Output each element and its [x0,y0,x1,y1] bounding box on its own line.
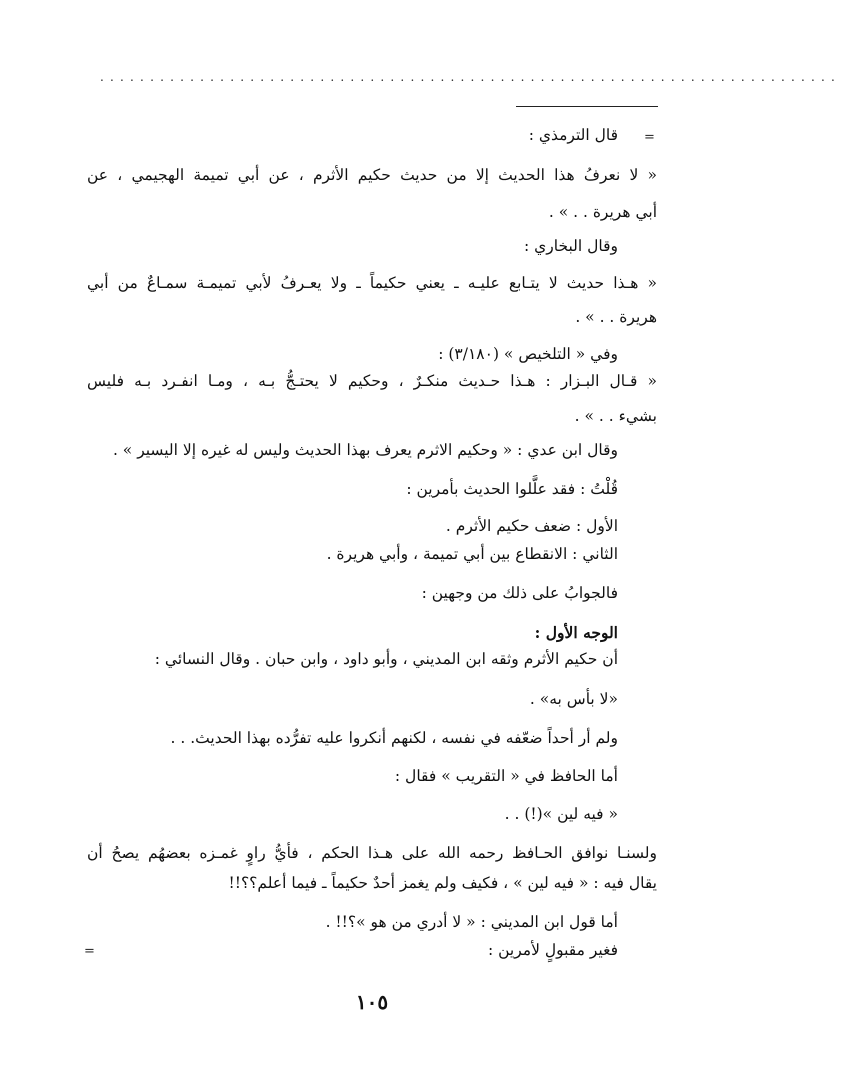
text-line: قال الترمذي : [528,126,618,144]
text-line: فغير مقبولٍ لأمرين : [487,941,618,959]
text-line: أما الحافظ في « التقريب » فقال : [394,767,618,785]
text-line: بشيء . . » . [574,407,657,425]
text-line: « قـال البـزار : هـذا حـديث منكـرٌ ، وحكيم لا يحتـجُّ بـه ، ومـا انفـرد بـه فليس [87,372,657,390]
text-line: يقال فيه : « فيه لين » ، فكيف ولم يغمز أحدٌ حكيماً ـ فيما أعلم؟؟!! [228,874,657,892]
dotted-separator: .......................................................................... [100,70,841,84]
footnote-rule [516,106,658,107]
text-line: قُلْتُ : فقد علَّلوا الحديث بأمرين : [406,480,618,498]
text-line: وقال البخاري : [523,237,618,255]
text-line: الثاني : الانقطاع بين أبي تميمة ، وأبي هريرة . [326,545,618,563]
text-line: وفي « التلخيص » (٣/١٨٠) : [438,345,618,363]
margin-mark-bottom: = [84,944,95,959]
text-line: فالجوابُ على ذلك من وجهين : [421,584,618,602]
text-line: أبي هريرة . . » . [548,203,657,221]
page-number: ١٠٥ [355,990,389,1014]
text-line: ولم أر أحداً ضعّفه في نفسه ، لكنهم أنكروا عليه تفرُّده بهذا الحديث. . . [170,729,618,747]
text-line: « هـذا حديث لا يتـابع عليـه ـ يعني حكيماً ـ ولا يعـرفُ لأبي تميمـة سمـاعٌ من أبي [87,274,657,292]
text-line: وقال ابن عدي : « وحكيم الاثرم يعرف بهذا الحديث وليس له غيره إلا اليسير » . [112,441,618,459]
text-line: أما قول ابن المديني : « لا أدري من هو »؟!! . [325,913,618,931]
text-line: ولسنـا نوافق الحـافظ رحمه الله على هـذا الحكم ، فأيُّ راوٍ غمـزه بعضهُم يصحُ أن [87,844,657,862]
text-line: « فيه لين »(!) . . [504,805,618,823]
text-line: أن حكيم الأثرم وثقه ابن المديني ، وأبو داود ، وابن حبان . وقال النسائي : [154,650,618,668]
section-heading: الوجه الأول : [534,623,618,642]
text-line: «لا بأس به» . [529,690,618,708]
text-line: « لا نعرفُ هذا الحديث إلا من حديث حكيم الأثرم ، عن أبي تميمة الهجيمي ، عن [87,166,657,184]
text-line: هريرة . . » . [575,308,657,326]
text-line: الأول : ضعف حكيم الأثرم . [445,517,618,535]
margin-mark-top: = [644,130,655,145]
